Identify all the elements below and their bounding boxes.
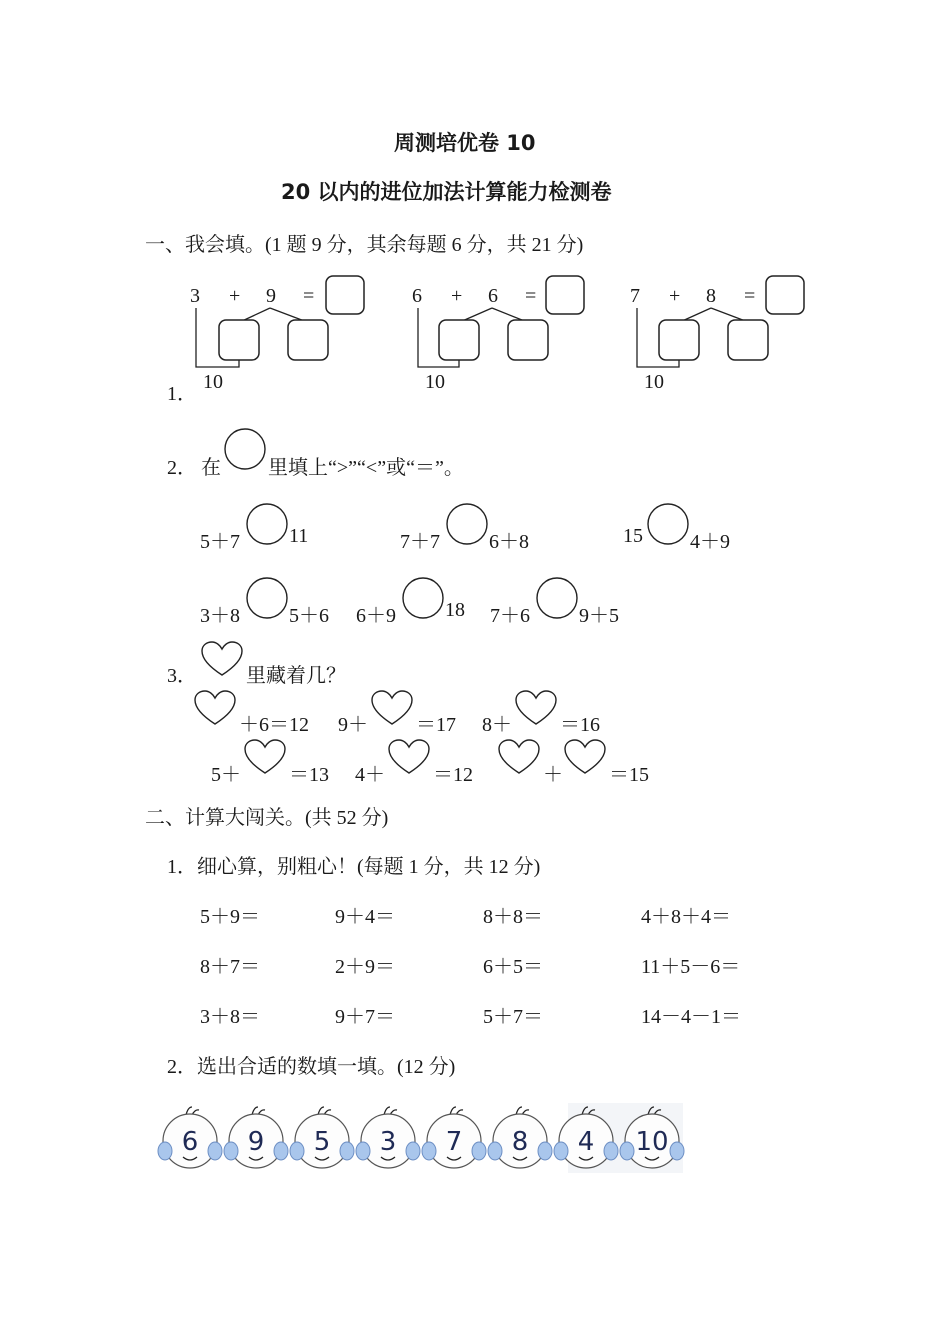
number-face-6[interactable] xyxy=(488,1107,552,1168)
heart-blank-6[interactable] xyxy=(497,738,541,776)
compare-3-right: 4＋9 xyxy=(690,531,730,553)
plus-sign: + xyxy=(451,285,463,307)
hand-icon xyxy=(554,1142,568,1160)
answer-box[interactable] xyxy=(546,276,584,314)
compare-6-right: 9＋5 xyxy=(579,605,619,627)
heart-eq-2-before: 9＋ xyxy=(338,714,368,736)
plus-sign: + xyxy=(669,285,681,307)
split-box-left[interactable] xyxy=(659,320,699,360)
q3-prompt: 里藏着几？ xyxy=(246,665,346,687)
calc-item: 5＋7＝ xyxy=(483,1006,543,1028)
number-face-2[interactable] xyxy=(224,1107,288,1168)
hand-icon xyxy=(274,1142,288,1160)
heart-eq-3-before: 8＋ xyxy=(482,714,512,736)
hand-icon xyxy=(290,1142,304,1160)
number-face-1[interactable] xyxy=(158,1107,222,1168)
face-number: 10 xyxy=(635,1127,669,1157)
heart-eq-4-before: 5＋ xyxy=(211,764,241,786)
calc-item: 5＋9＝ xyxy=(200,906,260,928)
addend-b: 6 xyxy=(488,285,498,307)
heart-eq-6-after: ＝15 xyxy=(609,764,649,786)
plus-sign: + xyxy=(229,285,241,307)
split-box-right[interactable] xyxy=(288,320,328,360)
section-1-heading: 一、我会填。(1 题 9 分，其余每题 6 分，共 21 分) xyxy=(145,234,584,256)
split-box-left[interactable] xyxy=(219,320,259,360)
compare-1-left: 5＋7 xyxy=(200,531,240,553)
face-number: 3 xyxy=(379,1127,397,1157)
equals-sign: = xyxy=(744,285,756,307)
heart-eq-3-after: ＝16 xyxy=(560,714,600,736)
compare-5-left: 6＋9 xyxy=(356,605,396,627)
page-subtitle: 20 以内的进位加法计算能力检测卷 xyxy=(281,180,612,204)
equals-sign: = xyxy=(303,285,315,307)
heart-blank-7[interactable] xyxy=(563,738,607,776)
section-2-heading: 二、计算大闯关。(共 52 分) xyxy=(145,807,389,829)
number-faces xyxy=(148,1103,688,1183)
compare-5-circle[interactable] xyxy=(401,576,445,620)
q2-number: 2． xyxy=(167,457,197,479)
compare-1-right: 11 xyxy=(289,525,309,547)
compare-4-right: 5＋6 xyxy=(289,605,329,627)
equals-sign: = xyxy=(525,285,537,307)
number-face-3[interactable] xyxy=(290,1107,354,1168)
s2-q1-label: 1．细心算，别粗心！(每题 1 分，共 12 分) xyxy=(167,856,541,878)
compare-2-right: 6＋8 xyxy=(489,531,529,553)
base-ten: 10 xyxy=(425,371,445,393)
face-number: 8 xyxy=(511,1127,529,1157)
face-number: 4 xyxy=(577,1127,595,1157)
calc-item: 14－4－1＝ xyxy=(641,1006,741,1028)
base-ten: 10 xyxy=(203,371,223,393)
compare-5-right: 18 xyxy=(445,599,465,621)
calc-item: 11＋5－6＝ xyxy=(641,956,741,978)
make-ten-problem-3 xyxy=(630,276,804,393)
hand-icon xyxy=(620,1142,634,1160)
compare-6-circle[interactable] xyxy=(535,576,579,620)
number-face-5[interactable] xyxy=(422,1107,486,1168)
s2-q2-label: 2．选出合适的数填一填。(12 分) xyxy=(167,1056,456,1078)
calc-item: 3＋8＝ xyxy=(200,1006,260,1028)
heart-eq-5-before: 4＋ xyxy=(355,764,385,786)
compare-circle-icon xyxy=(223,427,267,471)
heart-eq-2-after: ＝17 xyxy=(416,714,456,736)
base-ten: 10 xyxy=(644,371,664,393)
q2-prompt-post: 里填上“>”“<”或“＝”。 xyxy=(268,457,464,479)
calc-item: 2＋9＝ xyxy=(335,956,395,978)
split-box-left[interactable] xyxy=(439,320,479,360)
calc-item: 8＋7＝ xyxy=(200,956,260,978)
q1-number: 1． xyxy=(167,383,197,405)
addend-a: 7 xyxy=(630,285,640,307)
compare-2-circle[interactable] xyxy=(445,502,489,546)
hand-icon xyxy=(472,1142,486,1160)
calc-item: 6＋5＝ xyxy=(483,956,543,978)
hand-icon xyxy=(604,1142,618,1160)
compare-4-left: 3＋8 xyxy=(200,605,240,627)
heart-blank-1[interactable] xyxy=(193,689,237,727)
hand-icon xyxy=(356,1142,370,1160)
compare-2-left: 7＋7 xyxy=(400,531,440,553)
heart-blank-4[interactable] xyxy=(243,738,287,776)
heart-blank-5[interactable] xyxy=(387,738,431,776)
compare-1-circle[interactable] xyxy=(245,502,289,546)
addend-b: 9 xyxy=(266,285,276,307)
heart-blank-2[interactable] xyxy=(370,689,414,727)
number-face-4[interactable] xyxy=(356,1107,420,1168)
split-box-right[interactable] xyxy=(508,320,548,360)
q3-number: 3． xyxy=(167,665,197,687)
hand-icon xyxy=(158,1142,172,1160)
q2-prompt-pre: 在 xyxy=(201,457,221,479)
hand-icon xyxy=(670,1142,684,1160)
heart-eq-5-after: ＝12 xyxy=(433,764,473,786)
calc-item: 9＋7＝ xyxy=(335,1006,395,1028)
hand-icon xyxy=(538,1142,552,1160)
hand-icon xyxy=(422,1142,436,1160)
split-box-right[interactable] xyxy=(728,320,768,360)
compare-4-circle[interactable] xyxy=(245,576,289,620)
heart-eq-6-middle: ＋ xyxy=(543,764,563,786)
calc-item: 4＋8＋4＝ xyxy=(641,906,731,928)
compare-3-left: 15 xyxy=(623,525,643,547)
page-title: 周测培优卷 10 xyxy=(394,131,536,155)
heart-eq-4-after: ＝13 xyxy=(289,764,329,786)
addend-a: 3 xyxy=(190,285,200,307)
heart-eq-1-after: ＋6＝12 xyxy=(239,714,309,736)
face-number: 5 xyxy=(313,1127,331,1157)
hand-icon xyxy=(224,1142,238,1160)
answer-box[interactable] xyxy=(326,276,364,314)
hand-icon xyxy=(406,1142,420,1160)
face-number: 7 xyxy=(445,1127,463,1157)
calc-item: 9＋4＝ xyxy=(335,906,395,928)
hand-icon xyxy=(340,1142,354,1160)
heart-icon xyxy=(200,640,244,678)
face-number: 9 xyxy=(247,1127,265,1157)
hand-icon xyxy=(488,1142,502,1160)
addend-a: 6 xyxy=(412,285,422,307)
heart-blank-3[interactable] xyxy=(514,689,558,727)
hand-icon xyxy=(208,1142,222,1160)
answer-box[interactable] xyxy=(766,276,804,314)
compare-3-circle[interactable] xyxy=(646,502,690,546)
calc-item: 8＋8＝ xyxy=(483,906,543,928)
make-ten-diagrams xyxy=(0,0,950,420)
compare-6-left: 7＋6 xyxy=(490,605,530,627)
make-ten-problem-2 xyxy=(412,276,584,393)
face-number: 6 xyxy=(181,1127,199,1157)
addend-b: 8 xyxy=(706,285,716,307)
make-ten-problem-1 xyxy=(190,276,364,393)
